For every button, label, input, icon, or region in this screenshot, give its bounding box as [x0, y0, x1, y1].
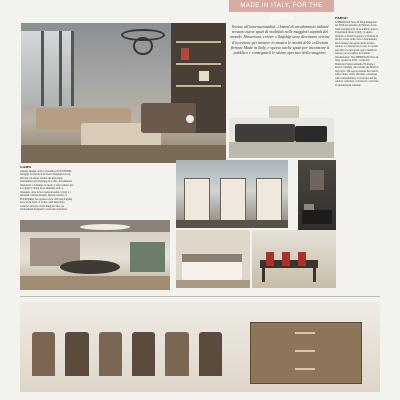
parigi-text: I MERIDIANI Store & Shop inaugurato nel 2016 nel quartiere del Marais, in rue Saint-Germain 276, in un edificio storico. Il meridiani Made in Italy: lo spazio dedicato al brand propone le collezioni di divani, tavoli, sedie, letti e complementi, una boutique che ospita anche la linea outdoor e accessori per la casa. Lo spazio espositivo ha un layout open e luminoso pensato per accogliere la clientela internazionale. The MERIDIANI Store & Shop opened in 2016 - located in Boulevard Saint-Germain 276 inside a historic building, showcasing the Made in Italy style. The space presents the brand's sofas, tables, chairs and beds, a boutique with complementary accessories and the outdoor collection, conceived to welcome an international clientele.: [335, 20, 379, 87]
lead-paragraph: [229, 24, 331, 104]
drawer-handle: [295, 368, 315, 370]
chair: [65, 332, 88, 376]
chair: [199, 332, 222, 376]
chair: [32, 332, 55, 376]
banner-text: MADE IN ITALY, FOR THE WORLD: [240, 3, 323, 21]
section-banner: [229, 0, 334, 21]
como-text: Ostensa Design, storico rivenditore FLEXFORM, festeggia la nascita di un nuovo flagship store di 200 mq con ampie vetrine che affacciano direttamente sul lungolago di Como. Arredamento funzionale e di design, lo spazio è stato pensato per accogliere i clienti in un ambiente caldo e rilassante, dove la luce naturale esalta i colori e i materiali. Ostensa Design, historic retailer of FLEXFORM, has opened a new 200 sqm flagship store in the heart of Como, with large shop windows directly overlooking the lake, an environment designed to welcome customers.: [20, 169, 74, 211]
chair: [165, 332, 188, 376]
parigi-heading: PARIGI: [335, 17, 348, 20]
bedroom-photo: [176, 230, 250, 288]
showroom-photo-dining: [252, 230, 336, 288]
drawer-handle: [295, 332, 315, 334]
lead-text: Vetrine all'internazionalità, i brand di arredamento italiani trovano nuovi spazi di visibilità nelle maggiori capitali del mondo. Showroom, corner e flagship store diventano vetrine d'eccezione per mettere in mostra le novità delle collezioni firmate Made in Italy, e spesso anche spazi per incontrare il pubblico e consegnarli le ultime aperture della stagione.: [230, 24, 330, 56]
como-section: [20, 166, 74, 218]
milan-street-photo: [176, 160, 288, 228]
chair: [132, 332, 155, 376]
chair: [99, 332, 122, 376]
showroom-photo-sofas: [229, 100, 334, 158]
como-store-photo: [20, 220, 170, 290]
drawer-handle: [295, 350, 315, 352]
como-heading: COMO: [20, 166, 32, 169]
furniture-detail-photo: [20, 302, 380, 392]
showroom-photo-large: [21, 23, 226, 163]
parigi-section: [335, 17, 380, 167]
page-footer-rule: [20, 296, 380, 297]
